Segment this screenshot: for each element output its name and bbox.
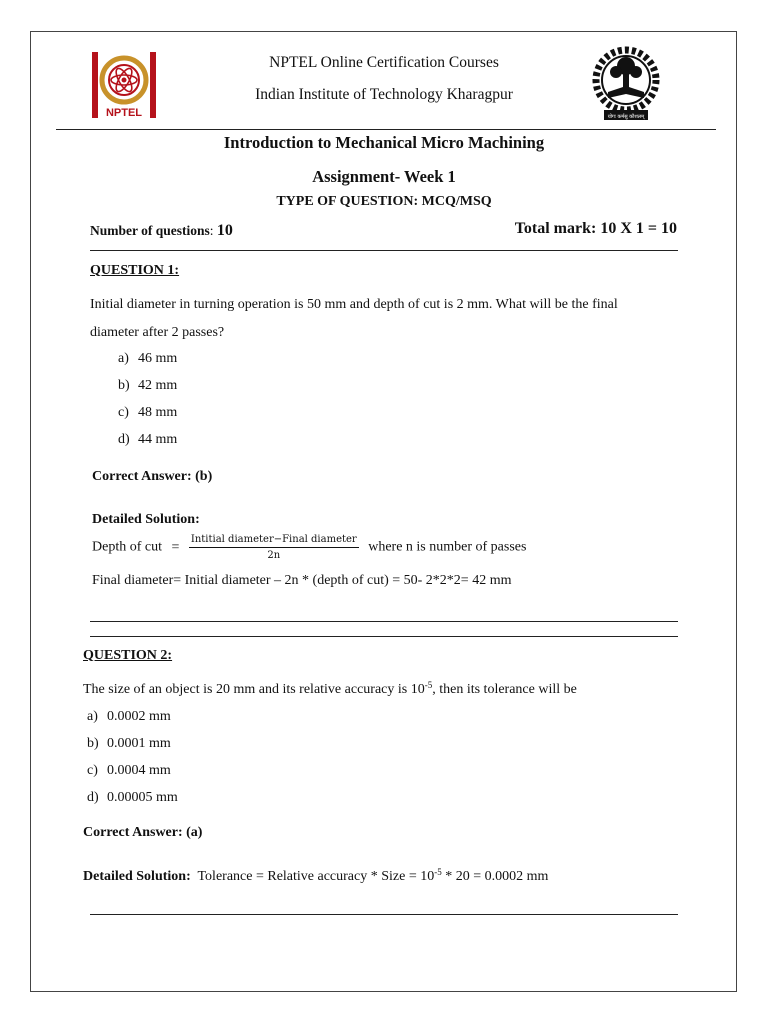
assignment-title: Assignment- Week 1 — [312, 167, 456, 186]
option-letter: d) — [118, 432, 130, 447]
option-text: 0.0004 mm — [107, 763, 171, 778]
q1-solution-label: Detailed Solution: — [92, 512, 200, 527]
q2-solution-pre: Tolerance = Relative accuracy * Size = 10 — [190, 869, 435, 884]
course-title: Introduction to Mechanical Micro Machining — [223, 133, 545, 152]
q1-option-d — [118, 432, 177, 448]
org-line-2: Indian Institute of Technology Kharagpur — [255, 86, 513, 103]
option-text: 0.0001 mm — [107, 736, 171, 751]
option-letter: c) — [118, 405, 129, 420]
equals-sign: = — [171, 539, 180, 555]
q2-option-b — [87, 736, 171, 752]
iit-kgp-motto: योगः कर्मसु कौशलम् — [607, 114, 645, 120]
q2-heading: QUESTION 2: — [83, 648, 173, 663]
option-letter: a) — [87, 709, 98, 724]
option-text: 0.0002 mm — [107, 709, 171, 724]
q1-option-c — [118, 405, 177, 421]
q1-final-diameter: Final diameter= Initial diameter – 2n * (depth of cut) = 50- 2*2*2= 42 mm — [92, 573, 512, 588]
q1-option-a — [118, 351, 177, 367]
option-text: 46 mm — [138, 351, 178, 366]
q2-text-exponent: -5 — [424, 680, 433, 690]
option-text: 42 mm — [138, 378, 178, 393]
total-mark: Total mark: 10 X 1 = 10 — [514, 220, 677, 237]
nptel-logo-text: NPTEL — [105, 107, 143, 119]
q1-heading: QUESTION 1: — [90, 263, 180, 278]
option-letter: b) — [118, 378, 130, 393]
option-letter: a) — [118, 351, 129, 366]
q1-option-b — [118, 378, 177, 394]
option-letter: b) — [87, 736, 99, 751]
q2-solution-label: Detailed Solution: — [83, 869, 191, 884]
num-questions — [90, 222, 233, 240]
q2-solution-exponent: -5 — [434, 867, 442, 877]
depth-label: Depth of cut — [92, 539, 162, 555]
org-line-1: NPTEL Online Certification Courses — [269, 54, 499, 71]
num-questions-label: Number of questions — [90, 223, 210, 238]
q1-text-line-1: Initial diameter in turning operation is 50 mm and depth of cut is 2 mm. What will be the final — [90, 297, 618, 312]
where-text: where n is number of passes — [368, 539, 527, 555]
q2-option-a — [87, 709, 171, 725]
q1-end-rule-1 — [90, 621, 678, 622]
question-type: TYPE OF QUESTION: MCQ/MSQ — [276, 194, 492, 209]
q1-correct-answer: Correct Answer: (b) — [92, 469, 213, 484]
q2-end-rule — [90, 914, 678, 915]
header-rule — [56, 129, 716, 130]
option-text: 48 mm — [138, 405, 178, 420]
option-letter: d) — [87, 790, 99, 805]
option-text: 44 mm — [138, 432, 178, 447]
meta-rule — [90, 250, 678, 251]
q1-depth-formula — [92, 534, 526, 561]
depth-fraction — [189, 534, 359, 561]
q2-text — [83, 682, 577, 698]
iit-kgp-logo — [590, 44, 662, 126]
q2-solution — [83, 869, 548, 885]
fraction-numerator: Intitial diameter−Final diameter — [189, 534, 359, 548]
q1-end-rule-2 — [90, 636, 678, 637]
option-text: 0.00005 mm — [107, 790, 178, 805]
option-letter: c) — [87, 763, 98, 778]
q2-option-d — [87, 790, 178, 806]
q2-solution-post: * 20 = 0.0002 mm — [441, 869, 549, 884]
q2-option-c — [87, 763, 171, 779]
q2-text-pre: The size of an object is 20 mm and its relative accuracy is 10 — [83, 682, 425, 697]
q2-correct-answer: Correct Answer: (a) — [83, 825, 203, 840]
fraction-denominator: 2n — [267, 550, 281, 561]
q2-text-post: , then its tolerance will be — [432, 682, 577, 697]
q1-text-line-2: diameter after 2 passes? — [90, 325, 225, 340]
num-questions-sep: : — [209, 223, 217, 238]
iit-kgp-logo-icon — [590, 44, 662, 126]
num-questions-value: 10 — [216, 222, 233, 239]
